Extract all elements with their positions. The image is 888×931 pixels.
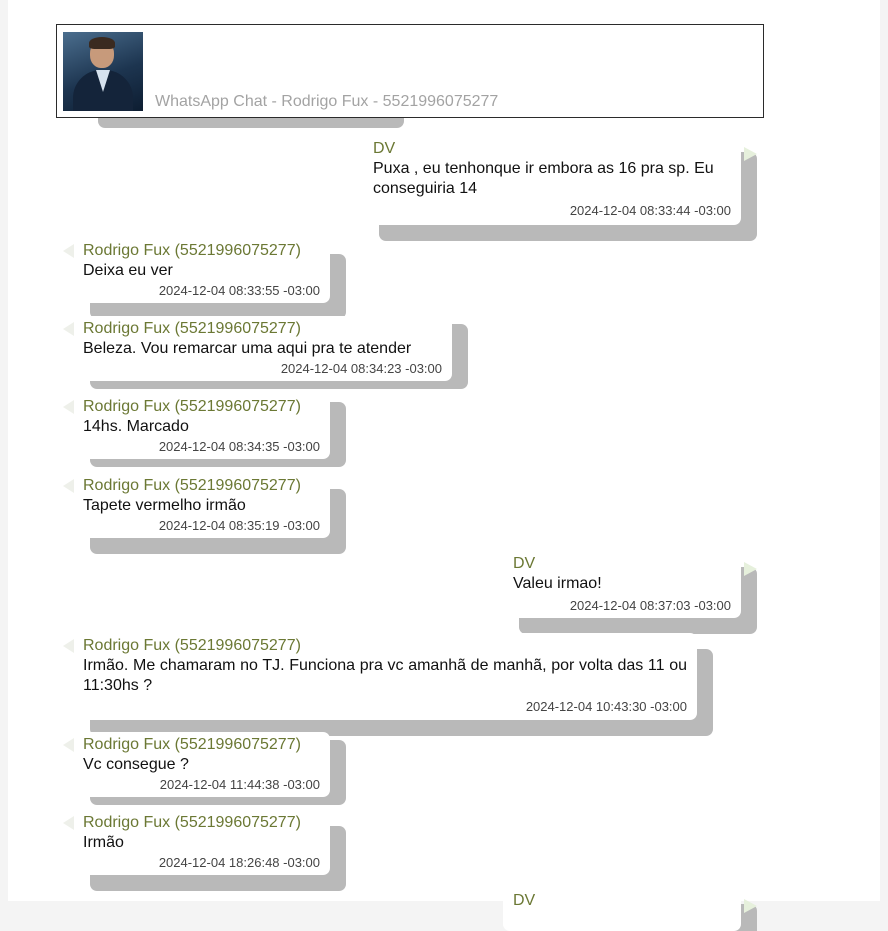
chat-header [56,24,764,118]
message-text: Beleza. Vou remarcar uma aqui pra te atender [83,340,412,357]
message-incoming [74,810,330,875]
chat-export-page [8,0,880,909]
bubble-tail [744,899,757,913]
bubble-tail [744,562,757,576]
message-text: Irmão. Me chamaram no TJ. Funciona pra vc amanhã de manhã, por volta das 11 ou 11:30hs ? [83,657,687,694]
bubble-tail [63,244,74,258]
message-outgoing [363,136,741,225]
bubble-tail [63,479,74,493]
message-timestamp: 2024-12-04 18:26:48 -03:00 [158,855,320,870]
message-incoming [74,238,330,303]
message-timestamp: 2024-12-04 08:35:19 -03:00 [158,518,320,533]
message-sender: Rodrigo Fux (5521996075277) [83,242,301,259]
message-sender: DV [513,555,536,572]
message-incoming [74,732,330,797]
bubble-tail [63,738,74,752]
bubble-tail [744,147,757,161]
chat-title: WhatsApp Chat - Rodrigo Fux - 5521996075277 [155,93,499,110]
bubble-tail [63,816,74,830]
bubble-tail [63,400,74,414]
message-text: Vc consegue ? [83,756,189,773]
message-sender: Rodrigo Fux (5521996075277) [83,814,301,831]
message-sender: DV [513,892,536,909]
bubble-tail [63,639,74,653]
bubble-tail [63,322,74,336]
message-outgoing-partial [503,888,741,931]
message-sender: DV [373,140,396,157]
message-timestamp: 2024-12-04 08:33:55 -03:00 [158,283,320,298]
message-sender: Rodrigo Fux (5521996075277) [83,736,301,753]
message-text: Puxa , eu tenhonque ir embora as 16 pra sp. Eu conseguiria 14 [373,160,714,197]
message-text: 14hs. Marcado [83,418,189,435]
message-outgoing [503,551,741,618]
message-timestamp: 2024-12-04 08:34:35 -03:00 [158,439,320,454]
message-incoming [74,316,452,381]
message-timestamp: 2024-12-04 11:44:38 -03:00 [159,777,320,792]
contact-avatar [63,32,143,111]
message-sender: Rodrigo Fux (5521996075277) [83,320,301,337]
message-text: Deixa eu ver [83,262,173,279]
message-sender: Rodrigo Fux (5521996075277) [83,637,301,654]
message-timestamp: 2024-12-04 08:33:44 -03:00 [569,203,731,218]
message-incoming [74,473,330,538]
message-text: Tapete vermelho irmão [83,497,246,514]
message-text: Valeu irmao! [513,575,602,592]
message-sender: Rodrigo Fux (5521996075277) [83,398,301,415]
message-timestamp: 2024-12-04 08:34:23 -03:00 [280,361,442,376]
message-timestamp: 2024-12-04 08:37:03 -03:00 [569,598,731,613]
message-text: Irmão [83,834,124,851]
message-timestamp: 2024-12-04 10:43:30 -03:00 [525,699,687,714]
message-incoming [74,394,330,459]
message-sender: Rodrigo Fux (5521996075277) [83,477,301,494]
message-incoming [74,633,697,720]
